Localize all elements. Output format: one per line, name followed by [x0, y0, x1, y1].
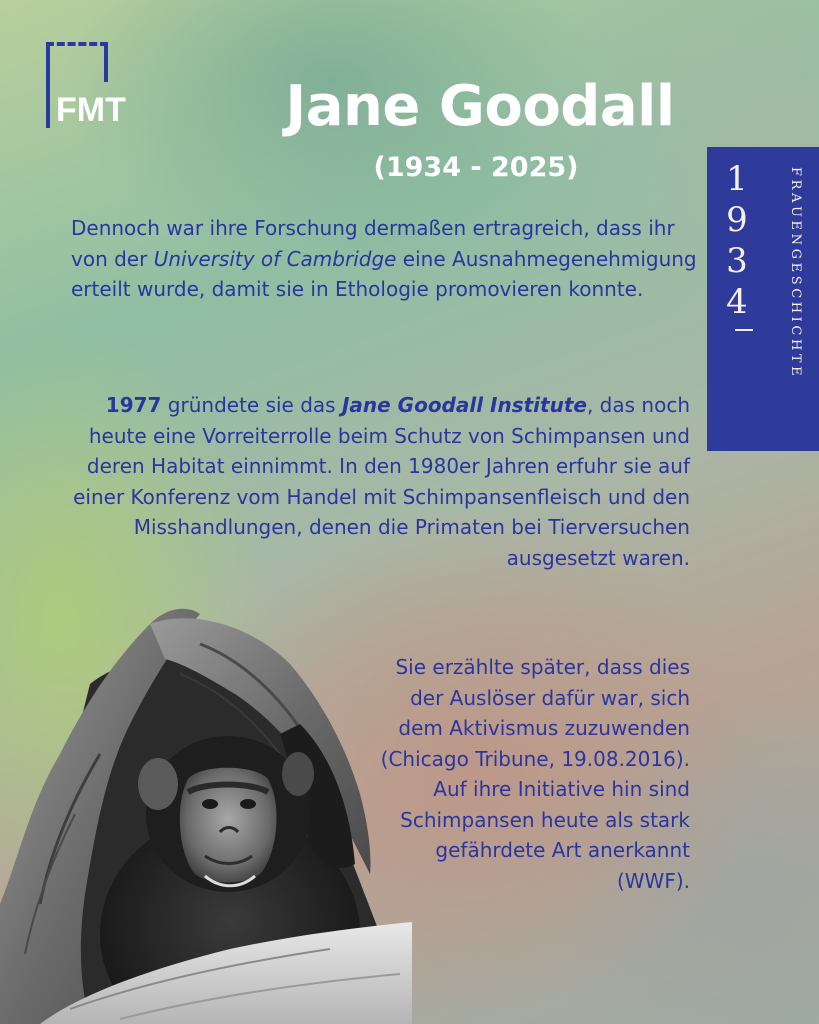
banner-rule-horizontal: [735, 329, 753, 331]
paragraph2-text: gründete sie das: [161, 393, 342, 417]
side-banner: [707, 147, 819, 451]
chimpanzee-photo: [0, 604, 412, 1024]
logo-text: FMT: [56, 91, 126, 129]
founding-year: 1977: [105, 393, 162, 417]
banner-year: [719, 159, 755, 323]
fmt-logo: [46, 42, 141, 134]
paragraph1-text: Dennoch war ihre Forschung dermaßen ertragreich, dass ihr von der: [71, 216, 675, 271]
year-digit: 1: [726, 159, 748, 199]
logo-bracket-top: [46, 42, 108, 46]
year-digit: 4: [726, 282, 748, 322]
paragraph-activism: Sie erzählte später, dass dies der Auslöser dafür war, sich dem Aktivismus zuzuwenden (Chicago Tribune, 19.08.2016). Auf ihre Initiative hin sind Schimpansen heute als stark gefährdete Art anerkannt (WWF).: [380, 655, 690, 893]
banner-category-label: FRAUENGESCHICHTE: [788, 167, 803, 380]
paragraph-cambridge: [71, 213, 711, 305]
paragraph2-text-end: , das noch heute eine Vorreiterrolle beim Schutz von Schimpansen und deren Habitat einnimmt. In den 1980er Jahren erfuhr sie auf einer Konferenz vom Handel mit Schimpansenfleisch und den Misshandlungen, denen die Primaten bei Tierversuchen ausgesetzt waren.: [73, 393, 690, 570]
lifespan-years: (1934 - 2025): [373, 152, 579, 183]
page-title: Jane Goodall: [285, 74, 675, 139]
university-name: University of Cambridge: [153, 246, 397, 271]
paragraph-institute: [60, 390, 690, 573]
logo-bracket-left: [46, 42, 50, 128]
logo-bracket-right: [104, 42, 108, 82]
institute-name: Jane Goodall Institute: [341, 393, 587, 417]
year-digit: 3: [726, 241, 748, 281]
year-digit: 9: [726, 200, 748, 240]
paragraph1-text-end: eine Ausnahmegenehmigung erteilt wurde, damit sie in Ethologie promovieren konnte.: [71, 246, 697, 301]
